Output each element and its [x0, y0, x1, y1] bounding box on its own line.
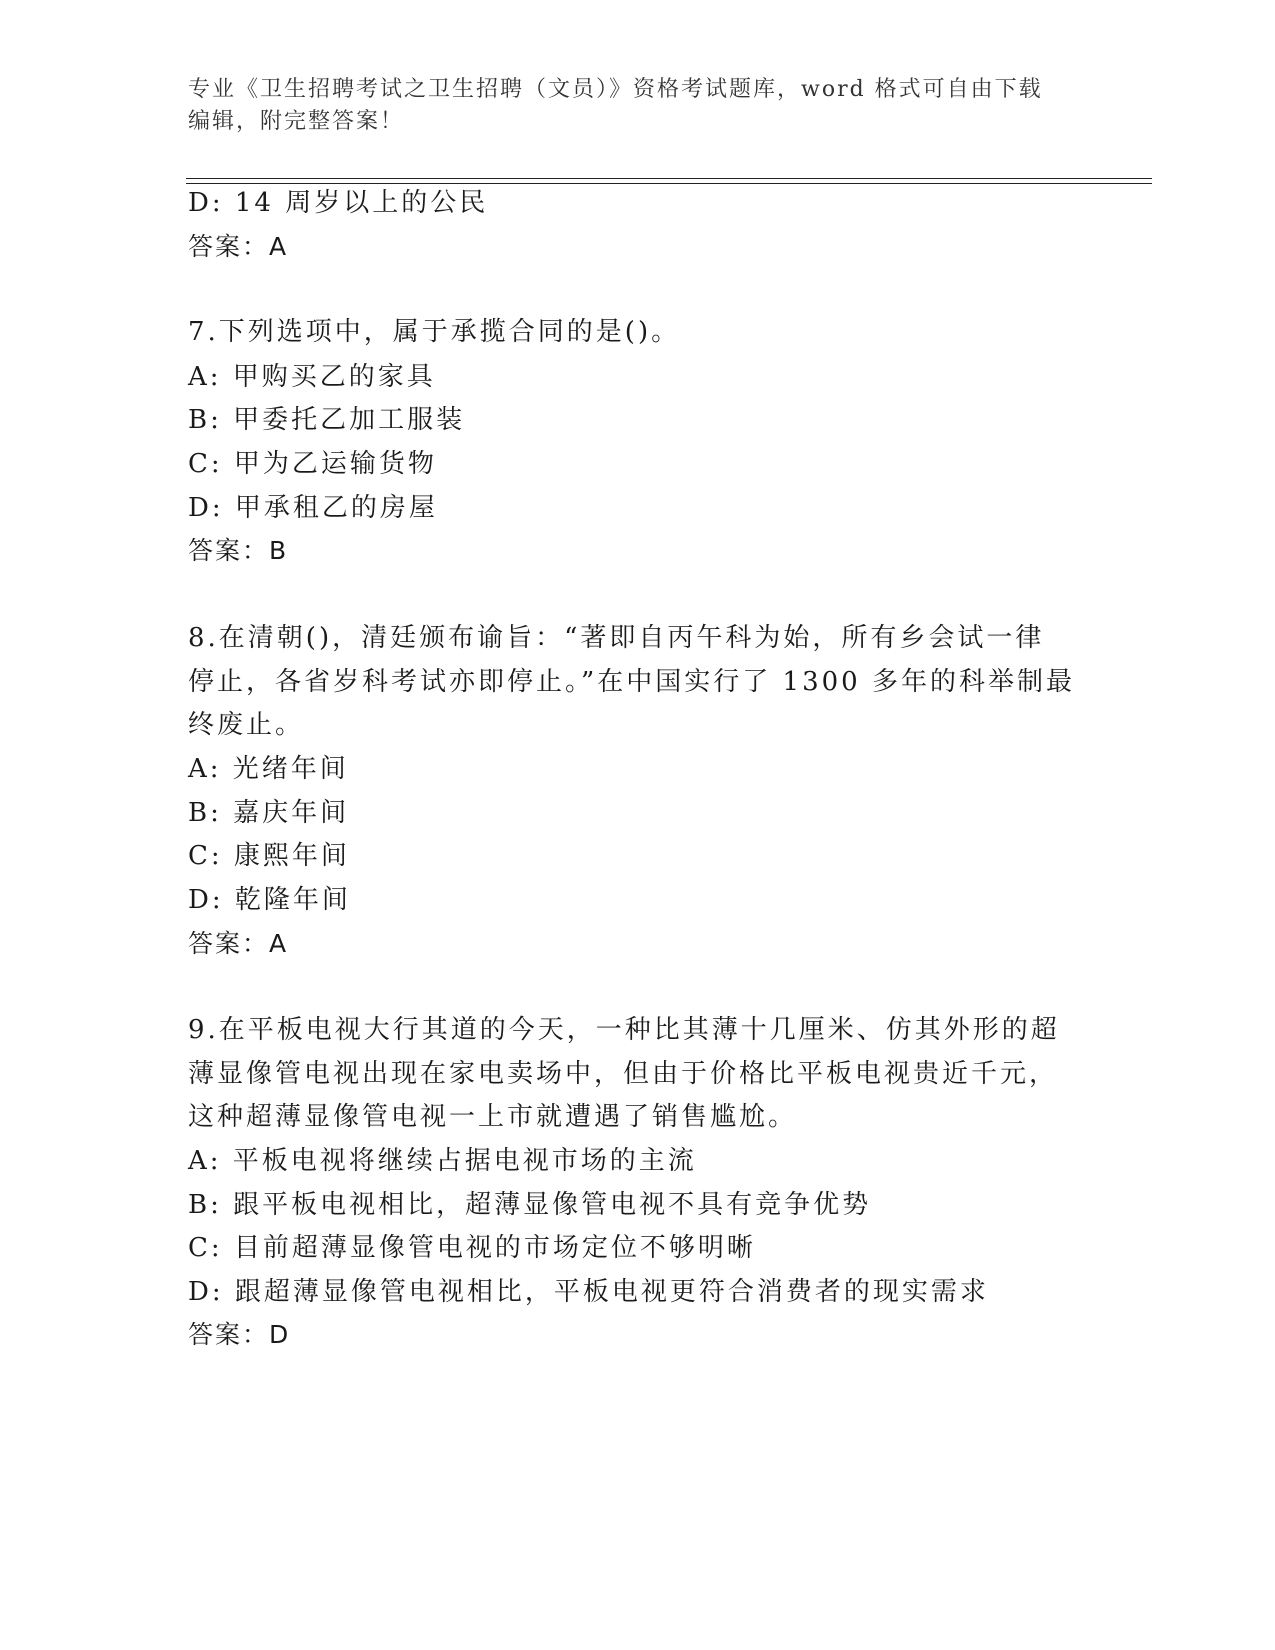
q9-stem-line-1: 9.在平板电视大行其道的今天，一种比其薄十几厘米、仿其外形的超 — [188, 1015, 1060, 1045]
prev-option-d: D: 14 周岁以上的公民 — [188, 188, 489, 218]
q7-option-a: A: 甲购买乙的家具 — [188, 362, 436, 392]
q7-option-c: C: 甲为乙运输货物 — [188, 449, 437, 479]
q7-answer: 答案：B — [188, 536, 289, 565]
q7-option-d: D: 甲承租乙的房屋 — [188, 493, 438, 523]
header-divider-bottom — [186, 183, 1152, 184]
q9-answer: 答案：D — [188, 1320, 291, 1349]
q9-stem-line-2: 薄显像管电视出现在家电卖场中，但由于价格比平板电视贵近千元， — [188, 1059, 1059, 1089]
q9-option-a: A: 平板电视将继续占据电视市场的主流 — [188, 1146, 697, 1176]
q9-option-d: D: 跟超薄显像管电视相比，平板电视更符合消费者的现实需求 — [188, 1277, 989, 1307]
header-divider-top — [186, 178, 1152, 179]
q7-option-b: B: 甲委托乙加工服装 — [188, 405, 466, 435]
header-line-1: 专业《卫生招聘考试之卫生招聘（文员）》资格考试题库，word 格式可自由下载 — [188, 77, 1043, 102]
q9-stem-line-3: 这种超薄显像管电视一上市就遭遇了销售尴尬。 — [188, 1102, 798, 1132]
prev-answer: 答案：A — [188, 232, 289, 261]
header-line-2: 编辑，附完整答案！ — [188, 109, 405, 134]
q8-stem-line-2: 停止，各省岁科考试亦即停止。”在中国实行了 1300 多年的科举制最 — [188, 667, 1075, 697]
q8-stem-line-1: 8.在清朝()，清廷颁布谕旨：“著即自丙午科为始，所有乡会试一律 — [188, 623, 1045, 653]
q9-option-b: B: 跟平板电视相比，超薄显像管电视不具有竞争优势 — [188, 1190, 872, 1220]
q8-option-c: C: 康熙年间 — [188, 841, 350, 871]
q8-option-b: B: 嘉庆年间 — [188, 798, 350, 828]
q8-answer: 答案：A — [188, 929, 289, 958]
q8-option-a: A: 光绪年间 — [188, 754, 349, 784]
q9-option-c: C: 目前超薄显像管电视的市场定位不够明晰 — [188, 1233, 756, 1263]
q7-stem: 7.下列选项中，属于承揽合同的是()。 — [188, 317, 681, 347]
document-header — [188, 74, 1068, 138]
q8-option-d: D: 乾隆年间 — [188, 885, 351, 915]
q8-stem-line-3: 终废止。 — [188, 710, 305, 740]
